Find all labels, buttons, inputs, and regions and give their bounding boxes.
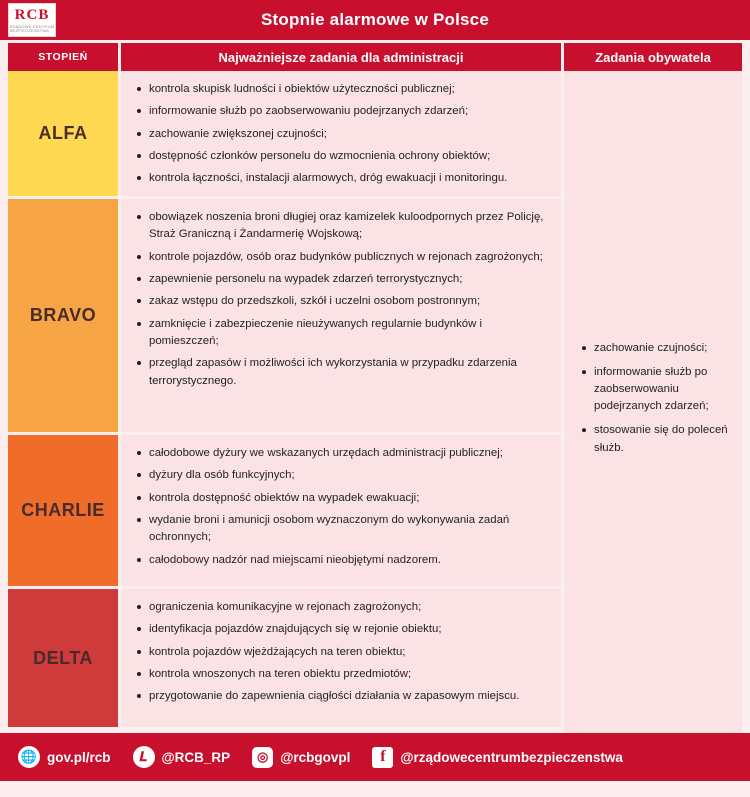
list-item: identyfikacja pojazdów znajdujących się w rejonie obiektu; [147, 621, 549, 638]
list-item: zakaz wstępu do przedszkoli, szkół i uczelni osobom postronnym; [147, 293, 549, 310]
list-item: przygotowanie do zapewnienia ciągłości działania w zapasowym miejscu. [147, 688, 549, 705]
footer-website[interactable] [18, 746, 111, 768]
footer-twitter-label: @RCB_RP [161, 749, 231, 765]
list-item: obowiązek noszenia broni długiej oraz kamizelek kuloodpornych przez Policję, Straż Graniczną i Żandarmerię Wojskową; [147, 209, 549, 244]
facebook-icon: f [372, 747, 393, 768]
column-header-level: STOPIEŃ [8, 43, 118, 71]
task-list-bravo [129, 209, 549, 390]
column-header-citizen: Zadania obywatela [564, 43, 742, 71]
instagram-icon: ◎ [252, 747, 273, 768]
list-item: całodobowe dyżury we wskazanych urzędach administracji publicznej; [147, 445, 549, 462]
list-item: zapewnienie personelu na wypadek zdarzeń terrorystycznych; [147, 271, 549, 288]
list-item: zachowanie zwiększonej czujności; [147, 126, 549, 143]
list-item: dostępność członków personelu do wzmocnienia ochrony obiektów; [147, 148, 549, 165]
list-item: kontrola łączności, instalacji alarmowych, dróg ewakuacji i monitoringu. [147, 170, 549, 187]
footer-twitter[interactable] [133, 746, 231, 768]
matrix-body [0, 71, 750, 733]
task-list-citizen [574, 340, 728, 457]
citizen-tasks-column [564, 71, 742, 733]
task-list-alfa [129, 81, 549, 188]
footer-website-label: gov.pl/rcb [47, 749, 111, 765]
globe-icon: 🌐 [18, 746, 40, 768]
admin-tasks-charlie [121, 435, 561, 589]
task-list-charlie [129, 445, 549, 569]
level-cell-charlie: CHARLIE [8, 435, 118, 589]
list-item: zachowanie czujności; [592, 340, 728, 357]
list-item: kontrole pojazdów, osób oraz budynków publicznych w rejonach zagrożonych; [147, 249, 549, 266]
list-item: zamknięcie i zabezpieczenie nieużywanych regularnie budynków i pomieszczeń; [147, 316, 549, 351]
list-item: dyżury dla osób funkcyjnych; [147, 467, 549, 484]
footer-facebook[interactable] [372, 747, 622, 768]
list-item: kontrola skupisk ludności i obiektów użyteczności publicznej; [147, 81, 549, 98]
list-item: wydanie broni i amunicji osobom wyznaczonym do wykonywania zadań ochronnych; [147, 512, 549, 547]
header-bar [0, 0, 750, 40]
admin-tasks-column [121, 71, 561, 733]
levels-column [8, 71, 118, 733]
level-cell-delta: DELTA [8, 589, 118, 727]
list-item: całodobowy nadzór nad miejscami nieobjętymi nadzorem. [147, 552, 549, 569]
twitter-icon: 𝑳 [133, 746, 155, 768]
footer-facebook-label: @rządowecentrumbezpieczenstwa [400, 749, 623, 765]
list-item: ograniczenia komunikacyjne w rejonach zagrożonych; [147, 599, 549, 616]
admin-tasks-bravo [121, 199, 561, 435]
list-item: kontrola pojazdów wjeżdżających na teren obiektu; [147, 644, 549, 661]
footer-instagram[interactable] [252, 747, 350, 768]
footer-instagram-label: @rcbgovpl [280, 749, 351, 765]
list-item: kontrola wnoszonych na teren obiektu przedmiotów; [147, 666, 549, 683]
list-item: stosowanie się do poleceń służb. [592, 423, 728, 457]
rcb-logo [8, 3, 56, 37]
level-cell-bravo: BRAVO [8, 199, 118, 435]
admin-tasks-delta [121, 589, 561, 727]
column-header-row [0, 43, 750, 71]
list-item: informowanie służb po zaobserwowaniu podejrzanych zdarzeń; [592, 364, 728, 415]
level-cell-alfa: ALFA [8, 71, 118, 199]
list-item: kontrola dostępność obiektów na wypadek ewakuacji; [147, 490, 549, 507]
admin-tasks-alfa [121, 71, 561, 199]
list-item: informowanie służb po zaobserwowaniu podejrzanych zdarzeń; [147, 103, 549, 120]
citizen-tasks-box [564, 340, 742, 464]
list-item: przegląd zapasów i możliwości ich wykorzystania w przypadku zdarzenia terrorystycznego. [147, 355, 549, 390]
page-title: Stopnie alarmowe w Polsce [261, 10, 489, 29]
column-header-admin: Najważniejsze zadania dla administracji [121, 43, 561, 71]
task-list-delta [129, 599, 549, 706]
footer-bar [0, 733, 750, 781]
logo-main-text: RCB [14, 6, 50, 23]
logo-sub-text: RZĄDOWE CENTRUM BEZPIECZEŃSTWA [9, 23, 55, 33]
